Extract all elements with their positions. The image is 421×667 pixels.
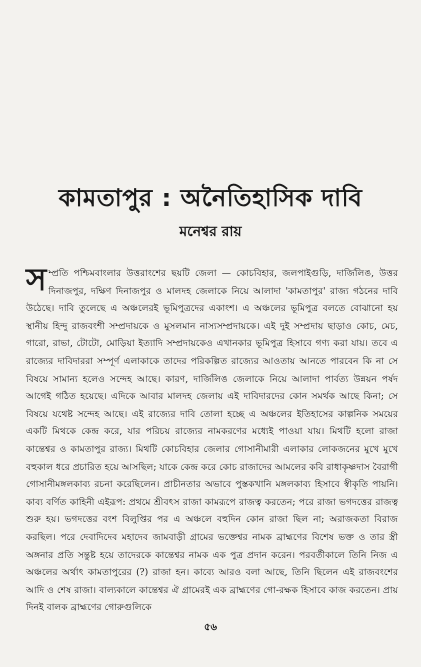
- article-title: কামতাপুর : অনৈতিহাসিক দাবি: [58, 184, 363, 212]
- body-text: ম্প্রতি পশ্চিমবাংলার উত্তরাংশের ছয়টি জেলা — কোচবিহার, জলপাইগুড়ি, দার্জিলিঙ, উত্তর দিনাজপুর, দক্ষিণ দিনাজপুর ও মালদহ জেলাকে নিয়ে আলাদা 'কামতাপুর' রাজ্য গঠনের দাবি উঠেছে। দাবি তুলেছে এ অঞ্চলেরই ভূমিপুত্রদের একাংশ। এ অঞ্চলের ভূমিপুত্র বলতে বোঝানো হয় স্থানীয় হিন্দু রাজবংশী সম্প্রদায়কে ও মুসলমান নাস্যসম্প্রদায়কে। এই দুই সম্প্রদায় ছাড়াও কোচ, মেচ, গারো, রাভা, টোটো, মোড়িয়া ইত্যাদি সম্প্রদায়কেও এখানকার ভূমিপুত্র হিসাবে গণ্য করা যায়। তবে এ রাজ্যের দাবিদাররা সম্পূর্ণ এলাকাকে তাদের পরিকল্পিত রাজ্যের আওতায় আনতে পারবেন কি না সে বিষয়ে সামান্য হলেও সন্দেহ আছে। কারণ, দার্জিলিঙ জেলাকে নিয়ে আলাদা পার্বত্য উন্নয়ন পর্ষদ আগেই গঠিত হয়েছে। এদিকে আবার মালদহ জেলায় এই দাবিদারদের কোন সমর্থক আছে কিনা; সে বিষয়ে যথেষ্ট সন্দেহ আছে। এই রাজ্যের দাবি তোলা হচ্ছে এ অঞ্চলের ইতিহাসের কাল্পনিক সময়ের একটি মিথকে কেন্দ্র করে, যার পরিচয় রাজ্যের নামকরণের মধ্যেই পাওয়া যায়। মিথটি হলো রাজা কান্তেশ্বর ও কামতাপুর রাজ্য। মিথটি কোচবিহার জেলার গোসানীমারী এলাকার লোকজনের মুখে মুখে বহুকাল ধরে প্রচারিত হয়ে আসছিল; যাকে কেন্দ্র করে কোচ রাজাদের আমলের কবি রাধাকৃষ্ণদাস বৈরাগী গোসানীমঙ্গলকাব্য রচনা করেছিলেন। প্রাচীনতার অভাবে পুস্তকখানি মঙ্গলকাব্য হিসাবে স্বীকৃতি পায়নি। কাব্য বর্ণিত কাহিনী এইরূপ: প্রথমে শ্রীবৎস রাজা কামরূপে রাজত্ব করতেন; পরে রাজা ভগদত্তের রাজত্ব শুরু হয়। ভগদত্তের বংশ বিলুপ্তির পর এ অঞ্চলে বহুদিন কোন রাজা ছিল না; অরাজকতা বিরাজ করছিল। পরে দেবাদিদেব মহাদেব জামবাড়ী গ্রামের ভক্তেশ্বর নামক ব্রাহ্মণের বিশেষ ভক্ত ও তার স্ত্রী অঙ্গনার প্রতি সন্তুষ্ট হয়ে তাদেরকে কান্তেশ্বর নামক এক পুত্র প্রদান করেন। পরবর্তীকালে তিনি নিজ এ অঞ্চলের অর্থাৎ কামতাপুরের (?) রাজা হন। কাব্যে আরও বলা আছে, তিনি ছিলেন এই রাজবংশের আদি ও শেষ রাজা। বাল্যকালে কান্তেশ্বর ঐ গ্রামেরই এক ব্রাহ্মণের গো-রক্ষক হিসাবে কাজ করতেন। প্রায় দিনই বালক ব্রাহ্মণের গোরুগুলিকে: [26, 268, 398, 614]
- drop-cap: স: [26, 262, 47, 298]
- body-paragraph: [26, 262, 398, 617]
- author-name: মনেশ্বর রায়: [179, 224, 242, 240]
- page-number: ৫৬: [204, 622, 217, 633]
- article-body: [26, 262, 398, 617]
